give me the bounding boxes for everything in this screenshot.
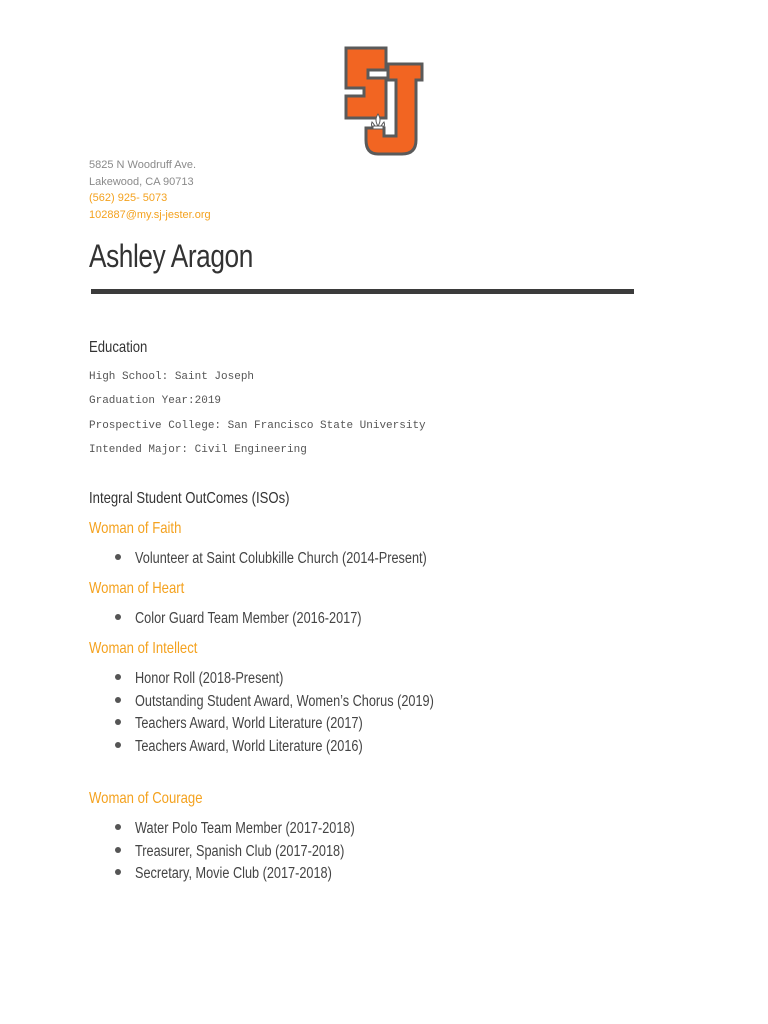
list-item: Teachers Award, World Literature (2016) bbox=[115, 738, 413, 756]
education-heading: Education bbox=[89, 339, 148, 356]
bullet-icon bbox=[115, 614, 121, 620]
list-item: Volunteer at Saint Colubkille Church (2014-Present) bbox=[115, 550, 491, 568]
address-line1: 5825 N Woodruff Ave. bbox=[89, 159, 197, 171]
bullet-icon bbox=[115, 742, 121, 748]
section-title-courage: Woman of Courage bbox=[89, 790, 203, 807]
phone-link[interactable]: (562) 925- 5073 bbox=[89, 192, 168, 204]
contact-block bbox=[89, 157, 211, 223]
education-line: Graduation Year:2019 bbox=[89, 395, 222, 407]
section-title-heart: Woman of Heart bbox=[89, 580, 185, 597]
bullet-icon bbox=[115, 824, 121, 830]
bullet-icon bbox=[115, 554, 121, 560]
education-line: High School: Saint Joseph bbox=[89, 371, 255, 383]
address-line2: Lakewood, CA 90713 bbox=[89, 175, 194, 188]
school-logo bbox=[340, 44, 426, 158]
bullet-icon bbox=[115, 697, 121, 703]
bullet-icon bbox=[115, 719, 121, 725]
isos-heading: Integral Student OutComes (ISOs) bbox=[89, 490, 290, 507]
bullet-icon bbox=[115, 674, 121, 680]
list-item: Teachers Award, World Literature (2017) bbox=[115, 715, 413, 733]
list-item: Secretary, Movie Club (2017-2018) bbox=[115, 865, 375, 883]
list-item: Treasurer, Spanish Club (2017-2018) bbox=[115, 843, 390, 861]
section-title-intellect: Woman of Intellect bbox=[89, 640, 198, 657]
list-item: Color Guard Team Member (2016-2017) bbox=[115, 610, 411, 628]
list-item: Water Polo Team Member (2017-2018) bbox=[115, 820, 403, 838]
list-item: Outstanding Student Award, Women’s Chorus (2019) bbox=[115, 693, 499, 711]
bullet-icon bbox=[115, 847, 121, 853]
section-title-faith: Woman of Faith bbox=[89, 520, 182, 537]
divider bbox=[91, 289, 634, 294]
education-line: Intended Major: Civil Engineering bbox=[89, 444, 307, 456]
bullet-icon bbox=[115, 869, 121, 875]
list-item: Honor Roll (2018-Present) bbox=[115, 670, 316, 688]
page-title: Ashley Aragon bbox=[89, 238, 253, 274]
education-line: Prospective College: San Francisco State University bbox=[89, 420, 426, 432]
email-link[interactable]: 102887@my.sj-jester.org bbox=[89, 208, 211, 221]
